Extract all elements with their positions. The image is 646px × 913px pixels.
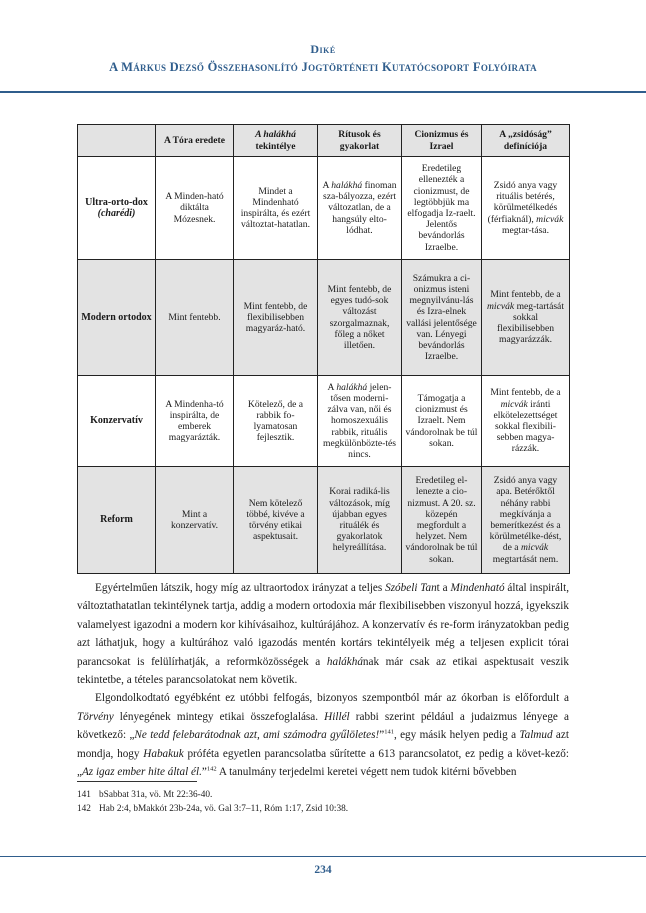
cell-em: micvák (487, 300, 515, 312)
cell-text: jelen-tősen moderni-zálva van, női és homoszexuális rabbik, rituális megkülönbözte-tés nincs. (323, 381, 396, 460)
row-label-ultra-orthodox (78, 157, 156, 260)
footnote-ref[interactable]: 141 (384, 728, 394, 736)
header-halakha-authority (234, 125, 318, 157)
table-cell (482, 376, 570, 467)
footnote-ref[interactable]: 142 (206, 765, 217, 773)
row-label-conservative: Konzervatív (78, 376, 156, 467)
table-cell: A Mindenha-tó inspirálta, de emberek magyarázták. (156, 376, 234, 467)
table-row (78, 467, 570, 574)
journal-title: A Márkus Dezső Összehasonlító Jogtörténeti Kutatócsoport Folyóirata (109, 60, 537, 74)
footnote-142 (77, 803, 348, 815)
table-cell: Kötelező, de a rabbik fo-lyamatosan fejlesztik. (234, 376, 318, 467)
text-em: Szóbeli Tan (385, 582, 437, 594)
text-run: ” (379, 729, 385, 742)
cell-text: finoman sza-bályozza, ezért változatlan, de a hangsúly elto-lódhat. (323, 179, 397, 236)
text-run: t a (436, 582, 451, 594)
row-label-em: (charédi) (97, 208, 136, 219)
text-em: Mindenható (450, 582, 505, 594)
table-cell: Mint a konzervatív. (156, 467, 234, 574)
header-tora-origin: A Tóra eredete (156, 125, 234, 157)
cell-text: Zsidó anya vagy rituális betérés, körülmetélkedés (férfiaknál), (487, 179, 558, 225)
table-cell: Eredetileg ellenezték a cionizmust, de legtöbbjük ma elfogadja Iz-raelt. Jelentős bevándorlás Izraelbe. (402, 157, 482, 260)
table-cell: Mint fentebb, de egyes tudó-sok változást szorgalmaznak, főleg a nőket illetően. (318, 260, 402, 376)
text-run: Elgondolkodtató egyébként ez utóbbi felfogás, bizonyos szempontból már az ókorban is előfordult a (95, 692, 569, 705)
paragraph-1 (77, 579, 569, 689)
cell-text: megtar-tása. (502, 224, 549, 236)
cell-text: Mint fentebb, de a (490, 387, 561, 399)
text-run: azt mondja, hogy (77, 729, 569, 760)
footer-rule (0, 856, 646, 857)
text-run: Egyértelműen látszik, hogy míg az ultraortodox irányzat a teljes (95, 582, 386, 594)
journal-abbreviation: Diké (310, 42, 336, 56)
cell-text: iránti elkötelezettséget sokkal flexibili-sebben magya-rázzák. (493, 398, 558, 455)
text-run: ” (201, 766, 207, 779)
table-header-row (78, 125, 570, 157)
header-halakha-em: A halákhá (255, 129, 296, 141)
table-cell: Mint fentebb, de flexibilisebben magyaráz-ható. (234, 260, 318, 376)
footnote-rule (77, 781, 197, 782)
cell-text: Zsidó anya vagy apa. Betérőktől néhány rabbi megkívánja a bemerítkezést és a körülmetélke-dést, de a (489, 475, 562, 554)
table-cell (482, 157, 570, 260)
table-cell (482, 467, 570, 574)
text-run: lényegének mintegy etikai összefoglalása. (113, 710, 325, 723)
cell-text: meg-tartását sokkal flexibilisebben magyarázzák. (496, 300, 564, 346)
header-halakha-rest: tekintélye (255, 140, 296, 152)
table-cell: Nem kötelező többé, kivéve a törvény etikai aspektusait. (234, 467, 318, 574)
cell-text: Mint fentebb, de a (490, 289, 561, 301)
table-row (78, 260, 570, 376)
footnote-number: 142 (77, 804, 91, 814)
table-cell (482, 260, 570, 376)
header-empty (78, 125, 156, 157)
table-cell (318, 376, 402, 467)
table-cell: Mint fentebb. (156, 260, 234, 376)
comparison-table (77, 124, 570, 574)
text-em: Törvény (77, 710, 114, 723)
table-cell: Számukra a ci-onizmus isteni megnyilvánu-lás és Izra-elnek vallási jelentősége van. Lényegi bevándorlás Izraelbe. (402, 260, 482, 376)
cell-em: micvák (500, 398, 528, 410)
header-rites: Rítusok és gyakorlat (318, 125, 402, 157)
text-em: Habakuk (143, 747, 184, 760)
cell-em: micvák (536, 213, 564, 225)
cell-text: A (322, 179, 332, 191)
table-row (78, 376, 570, 467)
cell-text: A (327, 381, 337, 393)
text-run: rabbi szerint például a judaizmus lényege a következő: „ (77, 710, 569, 742)
table-cell: Támogatja a cionizmust és Izraelt. Nem vándorolnak be túl sokan. (402, 376, 482, 467)
footnote-number: 141 (77, 790, 91, 800)
text-em: halákhá (326, 655, 363, 668)
cell-text: megtartását nem. (492, 553, 559, 565)
table-cell: A Minden-ható diktálta Mózesnek. (156, 157, 234, 260)
text-em: Talmud (519, 729, 553, 742)
row-label-reform: Reform (78, 467, 156, 574)
cell-em: halákhá (331, 179, 363, 191)
table-cell: Eredetileg el-lenezte a cio-nizmust. A 20. sz. közepén megfordult a helyzet. Nem vándorolnak be túl sokan. (402, 467, 482, 574)
table-row (78, 157, 570, 260)
text-em: Ne tedd felebarátodnak azt, ami számodra gyűlöletes! (134, 729, 380, 742)
page-number: 234 (314, 864, 332, 876)
text-run: próféta egyetlen parancsolatba sűrítette a 613 parancsolatot, ez pedig a követ-kező: „ (77, 747, 569, 779)
footnote-text: bSabbat 31a, vö. Mt 22:36-40. (99, 790, 213, 800)
cell-em: micvák (520, 542, 549, 554)
footnote-141 (77, 789, 212, 801)
header-zionism: Cionizmus és Izrael (402, 125, 482, 157)
header-definition: A „zsidóság” definíciója (482, 125, 570, 157)
body-text (77, 579, 569, 781)
footnote-text: Hab 2:4, bMakkót 23b-24a, vö. Gal 3:7–11, Róm 1:17, Zsid 10:38. (99, 804, 349, 814)
text-run: által inspirált, változtathatatlan tekintélynek tartja, addig a modern ortodoxia már flexibilisebben viszonyul hozzá, igyekszik valamelyest igazodni a modern kor kihívásaihoz, kultúrájához. A konzervatív és re-form irányzatokban pedig azt láthatjuk, hogy a kultúrához való igazodás mentén kortárs tekintélyeik még a teljesen explicit tórai parancsokat is felülírhatják, a reformközösségek a (77, 582, 569, 668)
header-rule (0, 91, 646, 93)
row-label-modern-orthodox: Modern ortodox (78, 260, 156, 376)
row-label-text: Ultra-orto-dox (85, 196, 148, 208)
text-run: , egy másik helyen pedig a (393, 729, 520, 742)
table-cell (318, 157, 402, 260)
text-run: nak már csak az etikai aspektusait veszik tekintetbe, a tételes parancsolatokat nem követik. (77, 655, 569, 687)
table-cell: Korai radiká-lis változások, míg újabban egyes rituálék és gyakorlatok helyreállítása. (318, 467, 402, 574)
text-run: A tanulmány terjedelmi keretei végett nem tudok kitérni bővebben (216, 766, 517, 779)
cell-em: halákhá (336, 381, 368, 393)
text-em: Az igaz ember hite által él. (81, 766, 202, 779)
paragraph-2 (77, 689, 569, 781)
text-em: Hillél (324, 710, 350, 723)
table-cell: Mindet a Mindenható inspirálta, és ezért változtat-hatatlan. (234, 157, 318, 260)
